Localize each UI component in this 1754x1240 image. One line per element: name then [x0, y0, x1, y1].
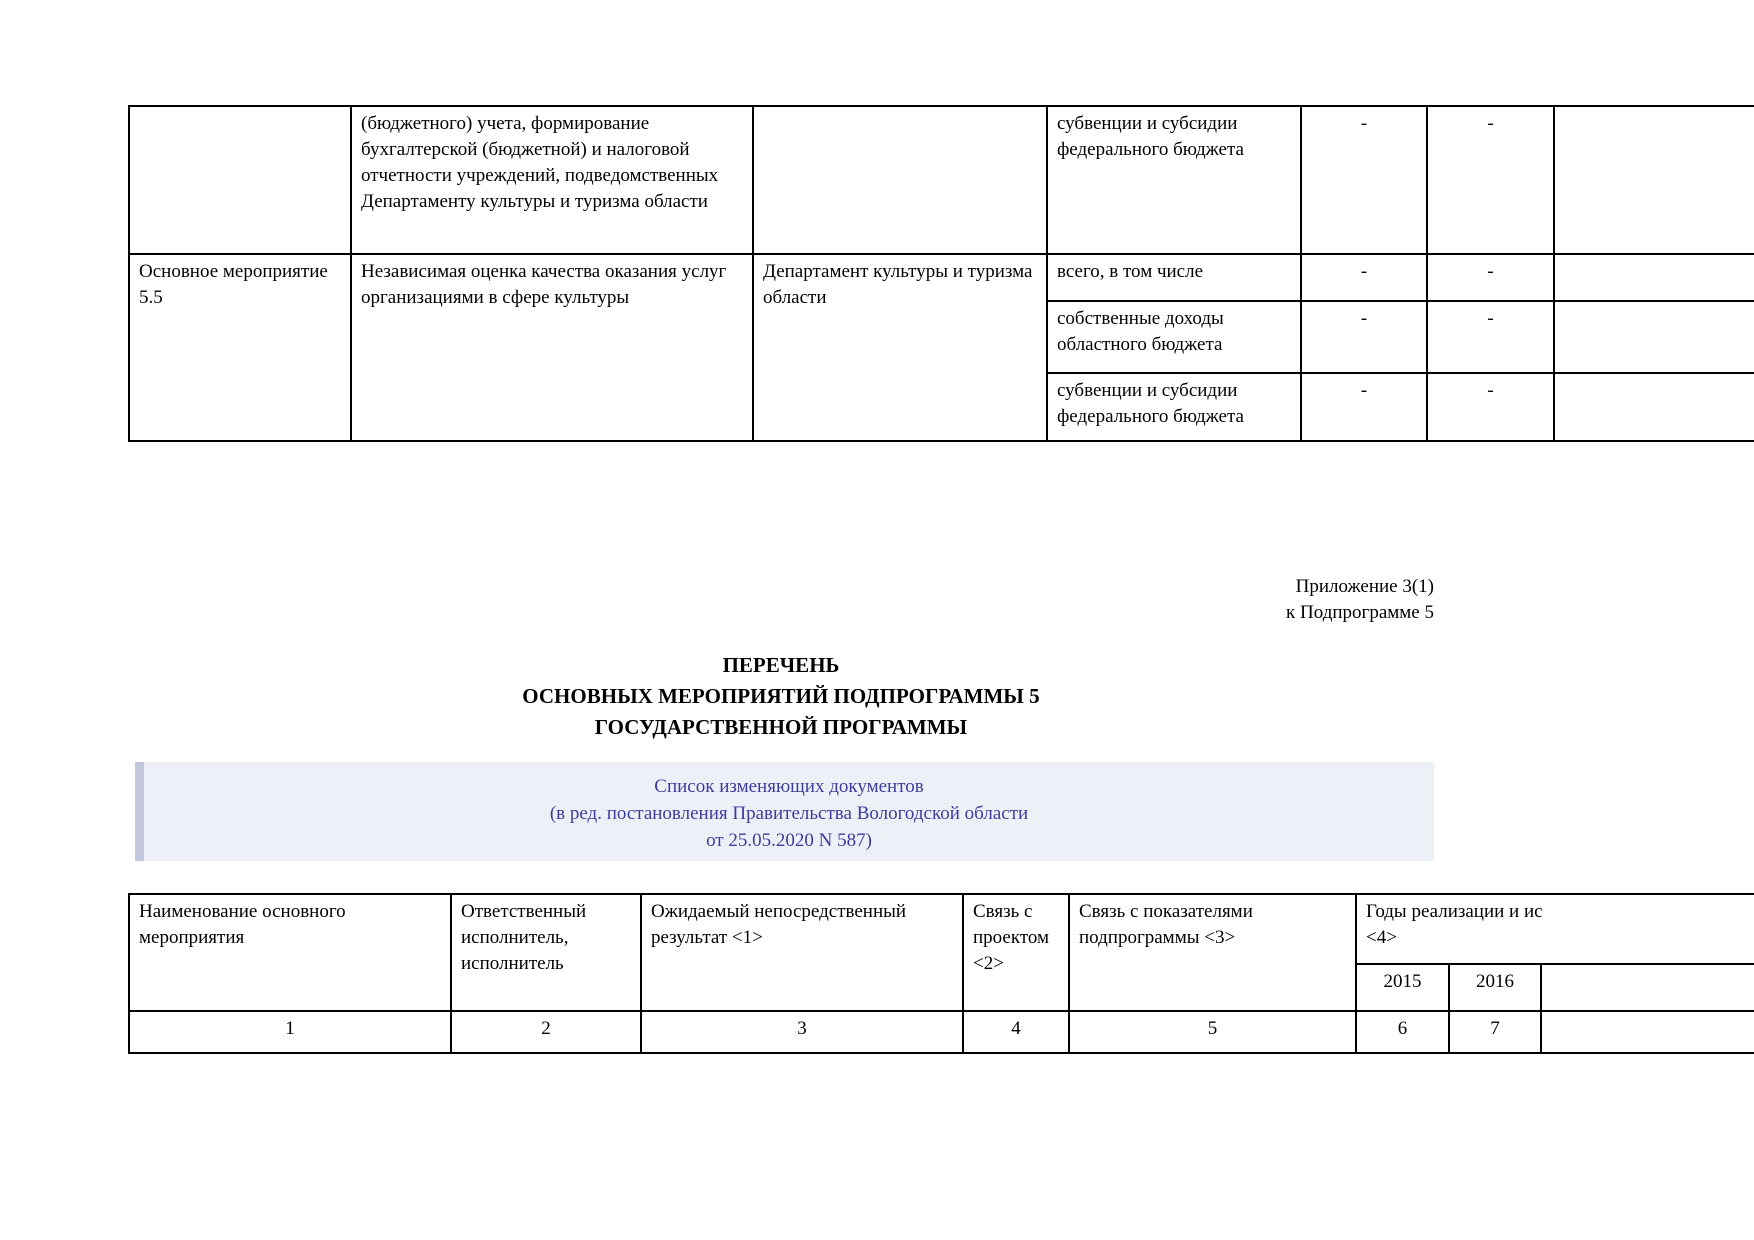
- activities-table: [128, 893, 1754, 1054]
- budget-table-region: [128, 105, 1754, 442]
- funding-source-cell: собственные доходы областного бюджета: [1047, 301, 1301, 373]
- activity-cell-empty: [129, 106, 351, 254]
- activity-cell: Основное мероприятие 5.5: [129, 254, 351, 441]
- amount-cell-clipped: [1554, 373, 1754, 441]
- amount-cell: -: [1301, 106, 1427, 254]
- header-years-group: [1356, 894, 1754, 964]
- amendments-info-box: [135, 762, 1434, 861]
- funding-source-cell: субвенции и субсидии федерального бюджета: [1047, 373, 1301, 441]
- column-number: 5: [1069, 1011, 1356, 1053]
- header-project-link: Связь с проектом <2>: [963, 894, 1069, 1011]
- budget-table: [128, 105, 1754, 442]
- header-years-ref: <4>: [1366, 927, 1397, 948]
- amount-cell-clipped: [1554, 254, 1754, 301]
- table-row: [129, 106, 1754, 254]
- funding-source-cell: субвенции и субсидии федерального бюджета: [1047, 106, 1301, 254]
- column-number: 4: [963, 1011, 1069, 1053]
- title-line: ОСНОВНЫХ МЕРОПРИЯТИЙ ПОДПРОГРАММЫ 5: [522, 684, 1040, 708]
- amount-cell: -: [1427, 254, 1554, 301]
- appendix-reference: [128, 574, 1434, 626]
- table-header-row: [129, 894, 1754, 964]
- amount-cell: -: [1427, 301, 1554, 373]
- amount-cell: -: [1427, 373, 1554, 441]
- column-number: 3: [641, 1011, 963, 1053]
- executor-cell-empty: [753, 106, 1047, 254]
- activity-description-cell: Независимая оценка качества оказания услуг организациями в сфере культуры: [351, 254, 753, 441]
- column-number: 1: [129, 1011, 451, 1053]
- appendix-line: к Подпрограмме 5: [1286, 602, 1434, 623]
- column-number: 2: [451, 1011, 641, 1053]
- header-activity-name: Наименование основного мероприятия: [129, 894, 451, 1011]
- column-number-clipped: [1541, 1011, 1754, 1053]
- title-line: ПЕРЕЧЕНЬ: [722, 653, 840, 677]
- header-executor: Ответственный исполнитель, исполнитель: [451, 894, 641, 1011]
- appendix-line: Приложение 3(1): [1295, 576, 1434, 597]
- title-line: ГОСУДАРСТВЕННОЙ ПРОГРАММЫ: [594, 715, 968, 739]
- header-year-2016: 2016: [1449, 964, 1541, 1011]
- header-year-2015: 2015: [1356, 964, 1449, 1011]
- info-line: Список изменяющих документов: [654, 776, 924, 797]
- column-number-row: [129, 1011, 1754, 1053]
- amount-cell: -: [1427, 106, 1554, 254]
- funding-source-cell: всего, в том числе: [1047, 254, 1301, 301]
- amount-cell: -: [1301, 254, 1427, 301]
- table-row: [129, 254, 1754, 301]
- document-title: [128, 650, 1434, 743]
- amount-cell-clipped: [1554, 106, 1754, 254]
- activities-table-region: [128, 893, 1754, 1054]
- column-number: 7: [1449, 1011, 1541, 1053]
- executor-cell: Департамент культуры и туризма области: [753, 254, 1047, 441]
- header-year-clipped: [1541, 964, 1754, 1011]
- info-line: от 25.05.2020 N 587): [706, 830, 872, 851]
- column-number: 6: [1356, 1011, 1449, 1053]
- amount-cell: -: [1301, 373, 1427, 441]
- header-years-title: Годы реализации и ис: [1366, 901, 1543, 922]
- header-expected-result: Ожидаемый непосредственный результат <1>: [641, 894, 963, 1011]
- info-line: (в ред. постановления Правительства Вологодской области: [549, 803, 1029, 824]
- amount-cell-clipped: [1554, 301, 1754, 373]
- header-indicator-link: Связь с показателями подпрограммы <3>: [1069, 894, 1356, 1011]
- activity-description-cell: (бюджетного) учета, формирование бухгалтерской (бюджетной) и налоговой отчетности учреждений, подведомственных Департаменту культуры и туризма области: [351, 106, 753, 254]
- amount-cell: -: [1301, 301, 1427, 373]
